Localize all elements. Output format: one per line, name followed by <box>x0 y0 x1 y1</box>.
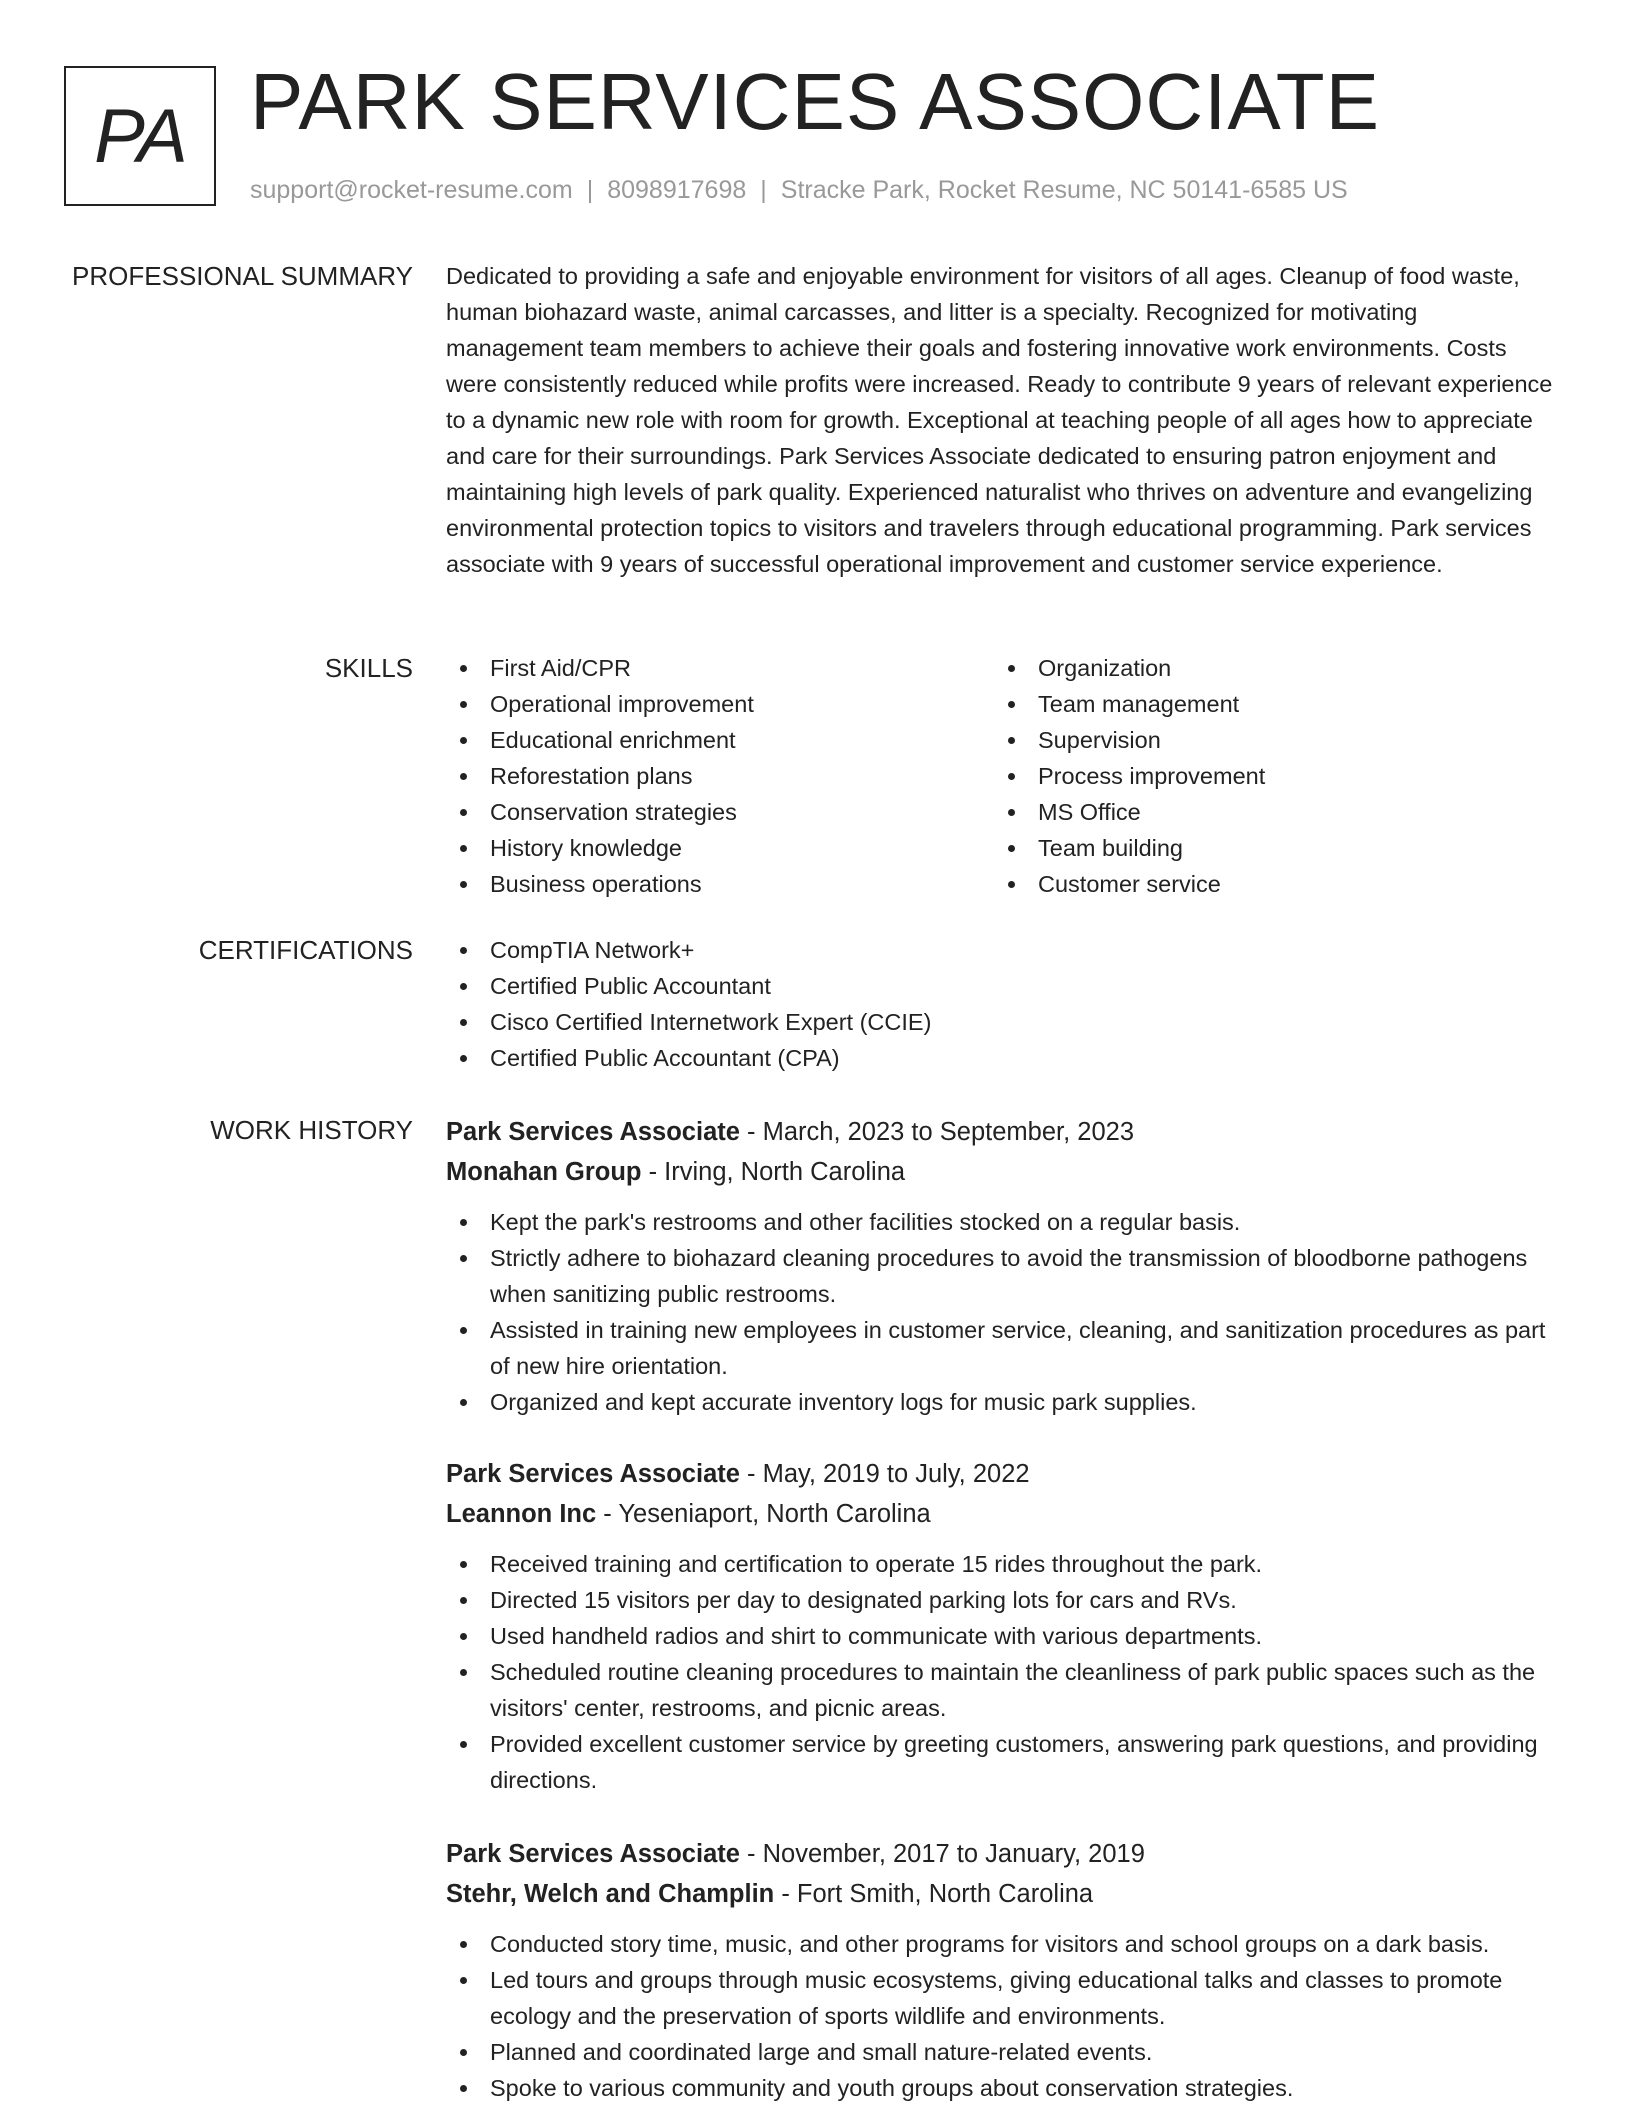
skill-item: MS Office <box>994 794 1542 830</box>
skill-item: Operational improvement <box>446 686 994 722</box>
work-history-heading: WORK HISTORY <box>210 1115 413 1145</box>
page-title: PARK SERVICES ASSOCIATE <box>250 57 1381 146</box>
job-bullet: Scheduled routine cleaning procedures to maintain the cleanliness of park public spaces such as the visitors' center, restrooms, and picnic areas. <box>446 1654 1561 1726</box>
job-bullet: Planned and coordinated large and small nature-related events. <box>446 2034 1561 2070</box>
skill-item: First Aid/CPR <box>446 650 994 686</box>
skill-item: Organization <box>994 650 1542 686</box>
skills-list <box>446 650 1561 902</box>
skill-item: Educational enrichment <box>446 722 994 758</box>
job-bullet: Provided excellent customer service by greeting customers, answering park questions, and providing directions. <box>446 1726 1561 1798</box>
job-company-line <box>446 1494 1561 1534</box>
job-bullet: Assisted in training new employees in customer service, cleaning, and sanitization procedures as part of new hire orientation. <box>446 1312 1561 1384</box>
email-text: support@rocket-resume.com <box>250 176 573 204</box>
job-bullet: Led tours and groups through music ecosystems, giving educational talks and classes to promote ecology and the preservation of sports wildlife and environments. <box>446 1962 1561 2034</box>
job-company: Monahan Group <box>446 1158 642 1186</box>
job-dates: - March, 2023 to September, 2023 <box>739 1118 1135 1146</box>
job-title-line <box>446 1454 1561 1494</box>
job-bullet: Used handheld radios and shirt to communicate with various departments. <box>446 1618 1561 1654</box>
job-company: Stehr, Welch and Champlin <box>446 1880 775 1908</box>
job-title-line <box>446 1834 1561 1874</box>
phone-text: 8098917698 <box>607 176 747 204</box>
skill-item: Reforestation plans <box>446 758 994 794</box>
job-bullet: Conducted story time, music, and other programs for visitors and school groups on a dark basis. <box>446 1926 1561 1962</box>
summary-text: Dedicated to providing a safe and enjoyable environment for visitors of all ages. Cleanup of food waste, human biohazard waste, animal carcasses, and litter is a specialty. Recognized for motivating management team members to achieve their goals and fostering innovative work environments. Costs were consistently reduced while profits were increased. Ready to contribute 9 years of relevant experience to a dynamic new role with room for growth. Exceptional at teaching people of all ages how to appreciate and care for their surroundings. Park Services Associate dedicated to ensuring patron enjoyment and maintaining high levels of park quality. Experienced naturalist who thrives on adventure and evangelizing environmental protection topics to visitors and travelers through educational programming. Park services associate with 9 years of successful operational improvement and customer service experience. <box>446 263 1553 577</box>
address-text: Stracke Park, Rocket Resume, NC 50141-6585 US <box>780 176 1348 204</box>
job-role: Park Services Associate <box>446 1460 740 1488</box>
skills-column-right <box>994 650 1542 902</box>
job-bullet: Spoke to various community and youth groups about conservation strategies. <box>446 2070 1561 2106</box>
skill-item: Team building <box>994 830 1542 866</box>
contact-separator: | <box>586 176 594 204</box>
skills-heading: SKILLS <box>324 653 413 683</box>
job-dates: - November, 2017 to January, 2019 <box>739 1840 1145 1868</box>
skill-item: Process improvement <box>994 758 1542 794</box>
summary-heading: PROFESSIONAL SUMMARY <box>72 261 413 291</box>
contact-line <box>250 174 1348 206</box>
certifications-list <box>446 932 1561 1076</box>
job-bullets <box>446 1546 1561 1798</box>
job-bullet: Organized and kept accurate inventory logs for music park supplies. <box>446 1384 1561 1420</box>
skills-column-left <box>446 650 994 902</box>
job-bullets <box>446 1926 1561 2106</box>
job-bullet: Strictly adhere to biohazard cleaning procedures to avoid the transmission of bloodborne pathogens when sanitizing public restrooms. <box>446 1240 1561 1312</box>
job-location: - Irving, North Carolina <box>641 1158 906 1186</box>
certification-item: Certified Public Accountant <box>446 968 1561 1004</box>
job-location: - Fort Smith, North Carolina <box>774 1880 1094 1908</box>
contact-separator: | <box>760 176 767 204</box>
skill-item: History knowledge <box>446 830 994 866</box>
job-location: - Yeseniaport, North Carolina <box>596 1500 931 1528</box>
initials-monogram: PA <box>64 66 216 206</box>
skill-item: Business operations <box>446 866 994 902</box>
job-company-line <box>446 1874 1561 1914</box>
job-role: Park Services Associate <box>446 1118 740 1146</box>
job-role: Park Services Associate <box>446 1840 740 1868</box>
job-bullet: Kept the park's restrooms and other facilities stocked on a regular basis. <box>446 1204 1561 1240</box>
skill-item: Supervision <box>994 722 1542 758</box>
skill-item: Customer service <box>994 866 1542 902</box>
certification-item: Certified Public Accountant (CPA) <box>446 1040 1561 1076</box>
certification-item: CompTIA Network+ <box>446 932 1561 968</box>
skill-item: Conservation strategies <box>446 794 994 830</box>
job-bullet: Received training and certification to operate 15 rides throughout the park. <box>446 1546 1561 1582</box>
job-company: Leannon Inc <box>446 1500 597 1528</box>
job-title-line <box>446 1112 1561 1152</box>
certifications-heading: CERTIFICATIONS <box>198 935 413 965</box>
skill-item: Team management <box>994 686 1542 722</box>
job-dates: - May, 2019 to July, 2022 <box>739 1460 1030 1488</box>
job-bullet: Directed 15 visitors per day to designated parking lots for cars and RVs. <box>446 1582 1561 1618</box>
job-company-line <box>446 1152 1561 1192</box>
certification-item: Cisco Certified Internetwork Expert (CCIE) <box>446 1004 1561 1040</box>
job-bullets <box>446 1204 1561 1420</box>
